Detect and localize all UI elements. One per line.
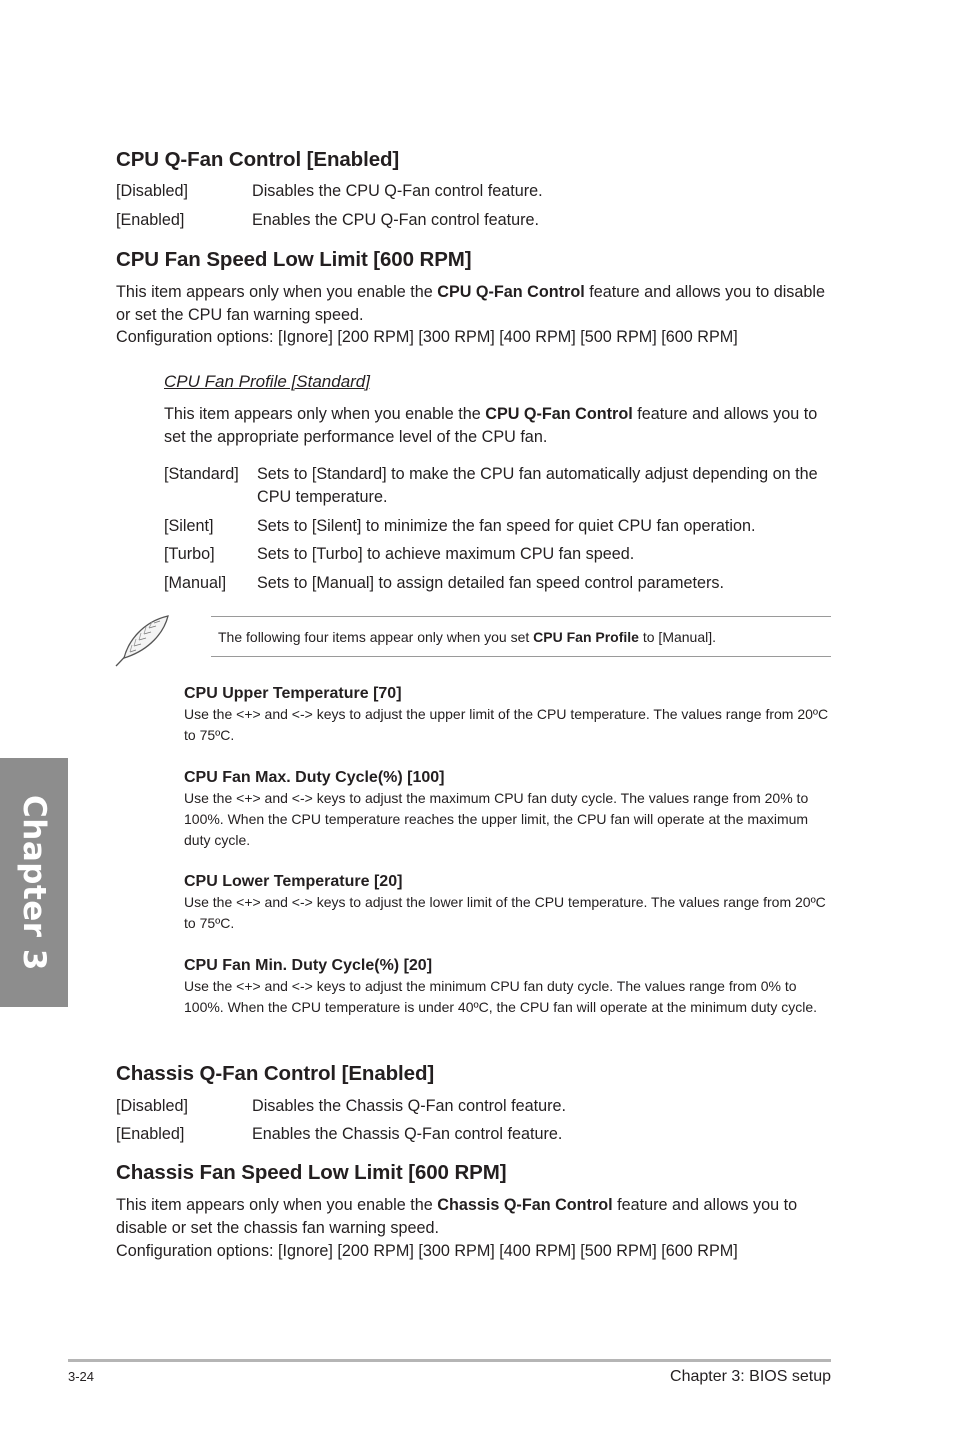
option-desc: Enables the CPU Q-Fan control feature. [252,211,540,229]
chassis-fan-speed-config-options: Configuration options: [Ignore] [200 RPM] [300 RPM] [400 RPM] [500 RPM] [600 RPM] [116,1242,738,1260]
note-bottom-rule [211,656,831,657]
profile-option-desc: Sets to [Manual] to assign detailed fan speed control parameters. [257,574,725,592]
cpu-lower-temp-title: CPU Lower Temperature [20] [184,873,403,890]
cpu-qfan-control-heading: CPU Q-Fan Control [Enabled] [116,148,400,171]
chassis-qfan-control-heading: Chassis Q-Fan Control [Enabled] [116,1062,435,1085]
chassis-fan-speed-low-limit-heading: Chassis Fan Speed Low Limit [600 RPM] [116,1161,507,1184]
chassis-fan-speed-description: This item appears only when you enable the Chassis Q-Fan Control feature and allows you to disable or set the chassis fan warning speed. [116,1196,798,1237]
cpu-fan-min-duty-title: CPU Fan Min. Duty Cycle(%) [20] [184,957,433,974]
footer-chapter-label: Chapter 3: BIOS setup [670,1368,831,1385]
profile-option-key: [Silent] [164,517,214,535]
option-desc: Disables the CPU Q-Fan control feature. [252,182,543,200]
cpu-upper-temp-title: CPU Upper Temperature [70] [184,685,402,702]
profile-option-desc: Sets to [Turbo] to achieve maximum CPU fan speed. [257,545,635,563]
cpu-fan-profile-heading: CPU Fan Profile [Standard] [164,372,370,391]
manual-note: The following four items appear only when you set CPU Fan Profile to [Manual]. [218,629,717,645]
note-top-rule [211,616,831,617]
cpu-fan-min-duty-desc: Use the <+> and <-> keys to adjust the minimum CPU fan duty cycle. The values range from 0% to 100%. When the CPU temperature is under 40ºC, the CPU fan will operate at the minimum duty cycle. [184,978,818,1015]
feather-quill-icon [112,612,174,668]
chapter-side-tab-label: Chapter 3 [16,794,52,971]
option-key: [Disabled] [116,182,188,200]
cpu-lower-temp-desc: Use the <+> and <-> keys to adjust the lower limit of the CPU temperature. The values range from 20ºC to 75ºC. [184,894,826,931]
option-desc: Enables the Chassis Q-Fan control feature. [252,1125,563,1143]
profile-option-key: [Turbo] [164,545,215,563]
option-key: [Enabled] [116,211,185,229]
cpu-fan-profile-description: This item appears only when you enable the CPU Q-Fan Control feature and allows you to set the appropriate performance level of the CPU fan. [164,405,818,446]
cpu-upper-temp-desc: Use the <+> and <-> keys to adjust the upper limit of the CPU temperature. The values range from 20ºC to 75ºC. [184,706,829,743]
cpu-fan-speed-description: This item appears only when you enable the CPU Q-Fan Control feature and allows you to disable or set the CPU fan warning speed. [116,283,826,324]
profile-option-desc: Sets to [Silent] to minimize the fan speed for quiet CPU fan operation. [257,517,756,535]
cpu-fan-max-duty-title: CPU Fan Max. Duty Cycle(%) [100] [184,769,445,786]
option-key: [Enabled] [116,1125,185,1143]
profile-option-key: [Standard] [164,465,239,483]
chapter-side-tab [0,758,68,1007]
option-key: [Disabled] [116,1097,188,1115]
cpu-fan-max-duty-desc: Use the <+> and <-> keys to adjust the maximum CPU fan duty cycle. The values range from 20% to 100%. When the CPU temperature reaches the upper limit, the CPU fan will operate at the maximum duty cycle. [184,790,809,848]
page-number: 3-24 [68,1369,95,1384]
cpu-fan-speed-low-limit-heading: CPU Fan Speed Low Limit [600 RPM] [116,248,472,271]
profile-option-key: [Manual] [164,574,227,592]
cpu-fan-speed-config-options: Configuration options: [Ignore] [200 RPM] [300 RPM] [400 RPM] [500 RPM] [600 RPM] [116,328,738,346]
profile-option-desc: Sets to [Standard] to make the CPU fan automatically adjust depending on the CPU temperature. [257,465,818,506]
option-desc: Disables the Chassis Q-Fan control feature. [252,1097,566,1115]
footer-rule [68,1359,831,1362]
